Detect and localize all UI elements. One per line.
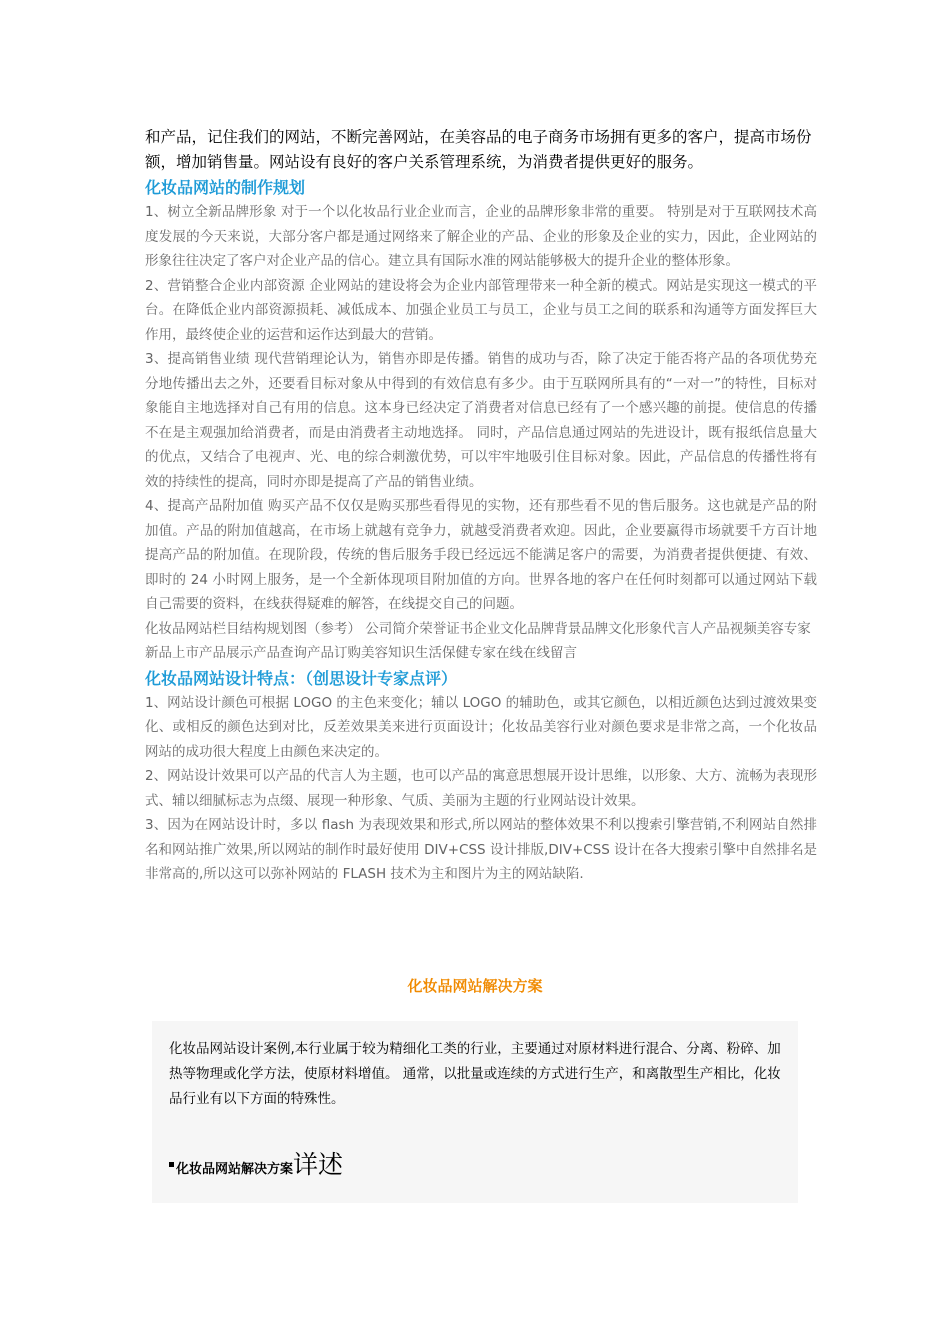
design-feature-2: 2、网站设计效果可以产品的代言人为主题，也可以产品的寓意思想展开设计思维，以形象、大方、流畅为表现形式、辅以细腻标志为点缀、展现一种形象、气质、美丽为主题的行业网站设计效果。	[145, 768, 817, 809]
section-heading-design-features: 化妆品网站设计特点：（创思设计专家点评）	[145, 668, 458, 688]
intro-paragraph: 和产品，记住我们的网站，不断完善网站，在美容品的电子商务市场拥有更多的客户，提高市场份额，增加销售量。网站设有良好的客户关系管理系统，为消费者提供更好的服务。	[145, 128, 812, 171]
structure-plan-line-1: 化妆品网站栏目结构规划图（参考） 公司简介荣誉证书企业文化品牌背景品牌文化形象代言人产品视频美容专家	[145, 620, 811, 637]
solution-box	[152, 1021, 798, 1203]
square-bullet-icon	[169, 1162, 174, 1167]
main-content	[145, 125, 817, 887]
design-feature-3: 3、因为在网站设计时，多以 flash 为表现效果和形式,所以网站的整体效果不利以搜索引擎营销,不利网站自然排名和网站推广效果,所以网站的制作时最好使用 DIV+CSS 设计排版,DIV+CSS 设计在各大搜索引擎中自然排名是非常高的,所以这可以弥补网站的 FLASH 技术为主和图片为主的网站缺陷.	[145, 817, 817, 882]
solution-detail-line	[169, 1149, 343, 1181]
section-heading-planning: 化妆品网站的制作规划	[145, 178, 306, 197]
design-feature-1: 1、网站设计颜色可根据 LOGO 的主色来变化；辅以 LOGO 的辅助色，或其它颜色，以相近颜色达到过渡效果变化、或相反的颜色达到对比，反差效果美来进行页面设计；化妆品美容行业对颜色要求是非常之高，一个化妆品网站的成功很大程度上由颜色来决定的。	[145, 694, 817, 760]
solution-heading: 化妆品网站解决方案	[407, 977, 543, 995]
structure-plan-line-2: 新品上市产品展示产品查询产品订购美容知识生活保健专家在线在线留言	[145, 645, 577, 661]
planning-item-3: 3、提高销售业绩 现代营销理论认为，销售亦即是传播。销售的成功与否，除了决定于能否将产品的各项优势充分地传播出去之外，还要看目标对象从中得到的有效信息有多少。由于互联网所具有的“一对一”的特性，目标对象能自主地选择对自己有用的信息。这本身已经决定了消费者对信息已经有了一个感兴趣的前提。使信息的传播不在是主观强加给消费者，而是由消费者主动地选择。 同时，产品信息通过网站的先进设计，既有报纸信息量大的优点，又结合了电视声、光、电的综合刺激优势，可以牢牢地吸引住目标对象。因此，产品信息的传播性将有效的持续性的提高，同时亦即是提高了产品的销售业绩。	[145, 351, 817, 490]
solution-detail-title: 详述	[293, 1150, 344, 1179]
solution-detail-label: 化妆品网站解决方案	[176, 1162, 294, 1177]
solution-body: 化妆品网站设计案例,本行业属于较为精细化工类的行业，主要通过对原材料进行混合、分离、粉碎、加热等物理或化学方法，使原材料增值。 通常，以批量或连续的方式进行生产，和离散型生产相比，化妆品行业有以下方面的特殊性。	[169, 1041, 781, 1107]
planning-item-4: 4、提高产品附加值 购买产品不仅仅是购买那些看得见的实物，还有那些看不见的售后服务。这也就是产品的附加值。产品的附加值越高，在市场上就越有竞争力，就越受消费者欢迎。因此，企业要赢得市场就要千方百计地提高产品的附加值。在现阶段，传统的售后服务手段已经远远不能满足客户的需要，为消费者提供便捷、有效、即时的 24 小时网上服务，是一个全新体现项目附加值的方向。世界各地的客户在任何时刻都可以通过网站下载自己需要的资料，在线获得疑难的解答，在线提交自己的问题。	[145, 498, 817, 612]
planning-item-2: 2、营销整合企业内部资源 企业网站的建设将会为企业内部管理带来一种全新的模式。网站是实现这一模式的平台。在降低企业内部资源损耗、减低成本、加强企业员工与员工，企业与员工之间的联系和沟通等方面发挥巨大作用，最终使企业的运营和运作达到最大的营销。	[145, 277, 817, 343]
planning-item-1: 1、树立全新品牌形象 对于一个以化妆品行业企业而言，企业的品牌形象非常的重要。 特别是对于互联网技术高度发展的今天来说，大部分客户都是通过网络来了解企业的产品、企业的形象及企业的实力，因此，企业网站的形象往往决定了客户对企业产品的信心。建立具有国际水准的网站能够极大的提升企业的整体形象。	[145, 204, 817, 269]
